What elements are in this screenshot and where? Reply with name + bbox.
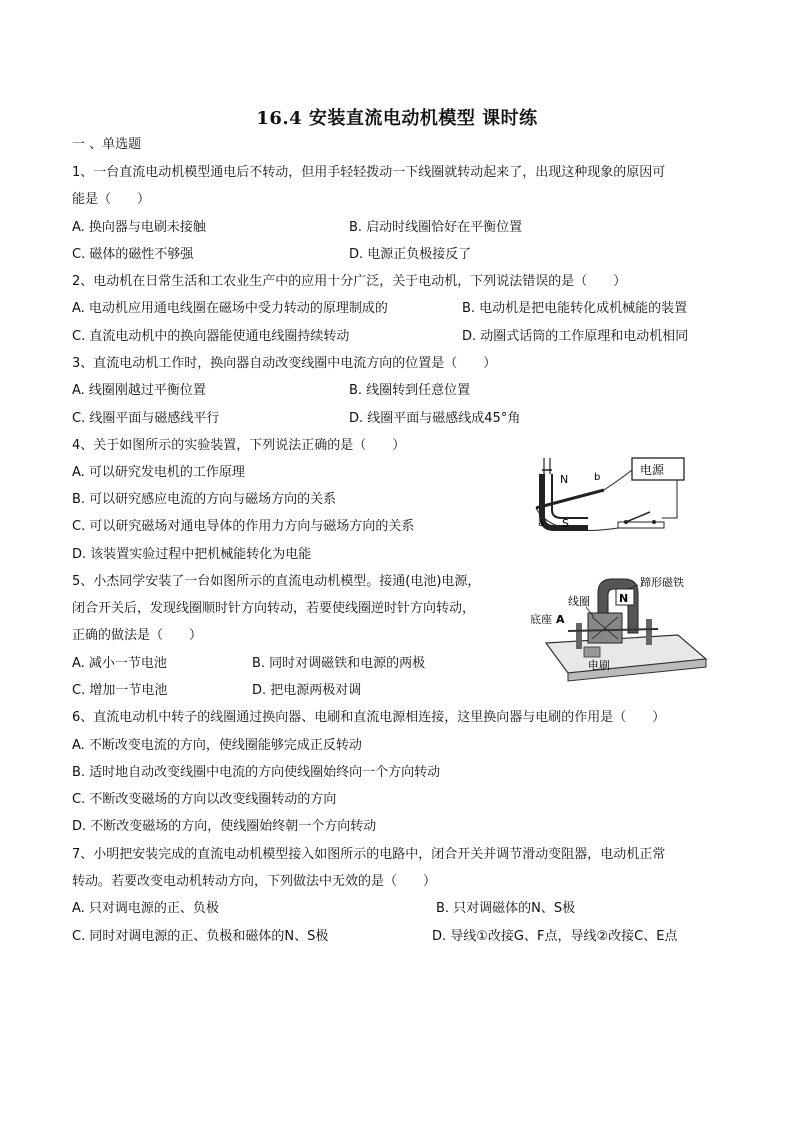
q5-fig-label-n: N	[619, 592, 629, 605]
q7-stem-line-1: 7、小明把安装完成的直流电动机模型接入如图所示的电路中，闭合开关并调节滑动变阻器，电动机正常	[72, 847, 666, 862]
q3-stem: 3、直流电动机工作时，换向器自动改变线圈中电流方向的位置是（ ）	[72, 356, 497, 371]
q3-option-d[interactable]: D. 线圈平面与磁感线成45°角	[349, 411, 521, 426]
q5-fig-label-brush: 电刷	[588, 659, 610, 672]
q5-option-c[interactable]: C. 增加一节电池	[72, 683, 168, 698]
q1-option-d[interactable]: D. 电源正负极接反了	[349, 247, 472, 262]
q6-option-b[interactable]: B. 适时地自动改变线圈中电流的方向使线圈始终向一个方向转动	[72, 765, 441, 780]
q7-option-a[interactable]: A. 只对调电源的正、负极	[72, 901, 219, 916]
q6-option-a[interactable]: A. 不断改变电流的方向，使线圈能够完成正反转动	[72, 738, 362, 753]
q3-option-c[interactable]: C. 线圈平面与磁感线平行	[72, 411, 220, 426]
q1-option-c[interactable]: C. 磁体的磁性不够强	[72, 247, 194, 262]
q5-fig-label-base: 底座	[530, 613, 552, 626]
page-title: 16.4 安装直流电动机模型 课时练	[256, 108, 538, 129]
q5-option-b[interactable]: B. 同时对调磁铁和电源的两极	[252, 656, 426, 671]
q5-stem-line-3: 正确的做法是（ ）	[72, 628, 203, 643]
q6-stem: 6、直流电动机中转子的线圈通过换向器、电刷和直流电源相连接，这里换向器与电刷的作用是（ ）	[72, 710, 666, 725]
q1-stem-line-1: 1、一台直流电动机模型通电后不转动，但用手轻轻拨动一下线圈就转动起来了，出现这种现象的原因可	[72, 165, 666, 180]
q1-stem-line-2: 能是（ ）	[72, 192, 151, 207]
q4-fig-label-n: N	[560, 473, 569, 486]
q5-stem-line-2: 闭合开关后，发现线圈顺时针方向转动，若要使线圈逆时针方向转动，	[72, 601, 476, 616]
q2-option-a[interactable]: A. 电动机应用通电线圈在磁场中受力转动的原理制成的	[72, 301, 388, 316]
q4-fig-label-power: 电源	[640, 463, 665, 477]
q4-fig-label-a: a	[538, 518, 545, 529]
q2-option-b[interactable]: B. 电动机是把电能转化成机械能的装置	[462, 301, 688, 316]
q1-option-b[interactable]: B. 启动时线圈恰好在平衡位置	[349, 220, 523, 235]
q7-stem-line-2: 转动。若要改变电动机转动方向，下列做法中无效的是（ ）	[72, 874, 437, 889]
q7-option-d[interactable]: D. 导线①改接G、F点，导线②改接C、E点	[432, 929, 678, 944]
q5-option-d[interactable]: D. 把电源两极对调	[252, 683, 362, 698]
q5-fig-label-magnet: 蹄形磁铁	[640, 576, 684, 589]
section-heading: 一 、单选题	[72, 137, 142, 152]
q4-option-b[interactable]: B. 可以研究感应电流的方向与磁场方向的关系	[72, 492, 337, 507]
q4-fig-label-b: b	[594, 472, 601, 483]
q3-option-b[interactable]: B. 线圈转到任意位置	[349, 383, 471, 398]
q5-option-a[interactable]: A. 减小一节电池	[72, 656, 167, 671]
q4-option-d[interactable]: D. 该装置实验过程中把机械能转化为电能	[72, 547, 312, 562]
q4-stem: 4、关于如图所示的实验装置，下列说法正确的是（ ）	[72, 438, 406, 453]
q5-fig-label-a: A	[556, 613, 565, 626]
q4-option-c[interactable]: C. 可以研究磁场对通电导体的作用力方向与磁场方向的关系	[72, 519, 415, 534]
q3-option-a[interactable]: A. 线圈刚越过平衡位置	[72, 383, 206, 398]
q5-stem-line-1: 5、小杰同学安装了一台如图所示的直流电动机模型。接通(电池)电源，	[72, 574, 481, 589]
q1-option-a[interactable]: A. 换向器与电刷未接触	[72, 220, 206, 235]
q6-option-c[interactable]: C. 不断改变磁场的方向以改变线圈转动的方向	[72, 792, 337, 807]
q4-experiment-figure	[522, 448, 692, 540]
q4-fig-label-s: S	[562, 517, 569, 530]
q2-option-d[interactable]: D. 动圈式话筒的工作原理和电动机相同	[462, 329, 689, 344]
q2-stem: 2、电动机在日常生活和工农业生产中的应用十分广泛，关于电动机，下列说法错误的是（ ）	[72, 274, 627, 289]
q6-option-d[interactable]: D. 不断改变磁场的方向，使线圈始终朝一个方向转动	[72, 819, 377, 834]
q5-motor-model-figure	[528, 573, 728, 685]
q2-option-c[interactable]: C. 直流电动机中的换向器能使通电线圈持续转动	[72, 329, 350, 344]
q5-fig-label-coil: 线圈	[568, 595, 590, 608]
q7-option-c[interactable]: C. 同时对调电源的正、负极和磁体的N、S极	[72, 929, 329, 944]
q4-option-a[interactable]: A. 可以研究发电机的工作原理	[72, 465, 245, 480]
q7-option-b[interactable]: B. 只对调磁体的N、S极	[436, 901, 576, 916]
